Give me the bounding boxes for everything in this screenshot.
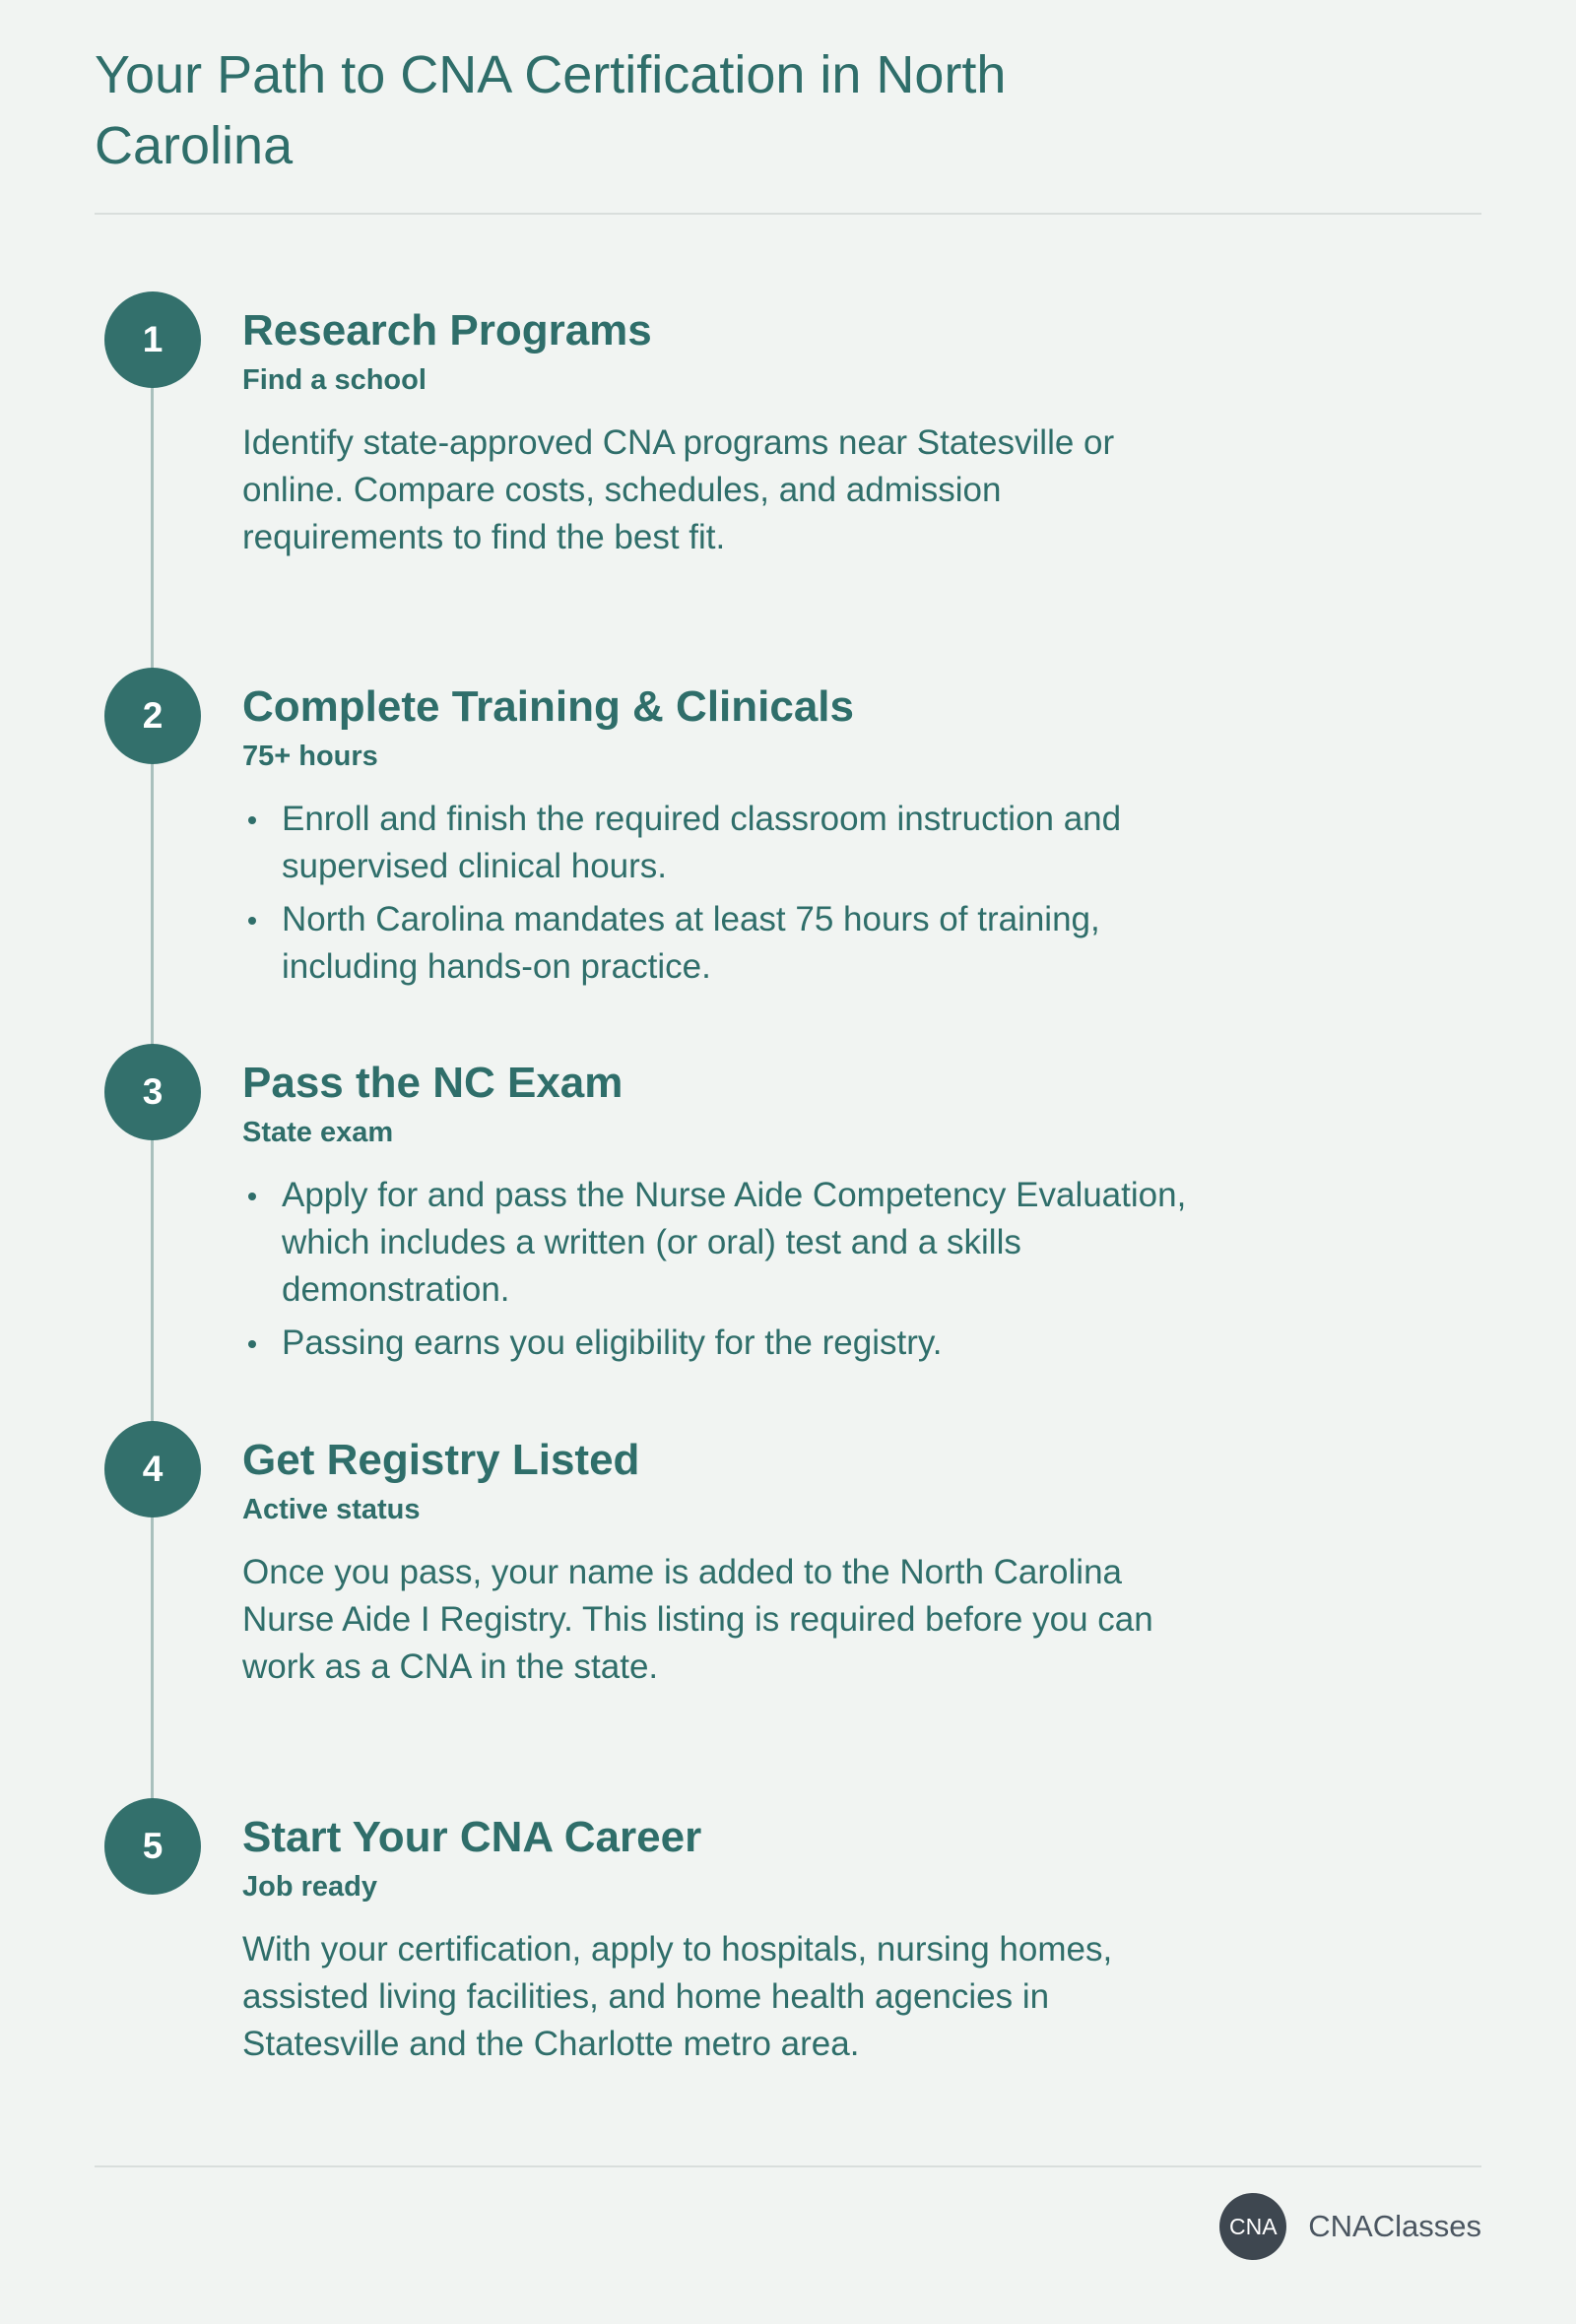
step-title: Get Registry Listed bbox=[242, 1436, 640, 1484]
step-bullet-list bbox=[242, 796, 1208, 991]
step-number-badge: 3 bbox=[104, 1044, 201, 1140]
step-subtitle: Active status bbox=[242, 1494, 421, 1525]
step-subtitle: Find a school bbox=[242, 364, 427, 396]
footer-brand bbox=[1219, 2193, 1481, 2260]
step-bullet-list bbox=[242, 1172, 1208, 1367]
bullet-dot-icon bbox=[248, 816, 256, 824]
step-number-badge: 5 bbox=[104, 1798, 201, 1895]
step-number-badge: 2 bbox=[104, 668, 201, 764]
list-item bbox=[242, 896, 1208, 991]
page-title: Your Path to CNA Certification in North Carolina bbox=[95, 45, 1007, 175]
step-number-badge: 1 bbox=[104, 291, 201, 388]
step-title: Start Your CNA Career bbox=[242, 1813, 702, 1861]
brand-logo-icon: CNA bbox=[1219, 2193, 1286, 2260]
step-number-badge: 4 bbox=[104, 1421, 201, 1517]
step-subtitle: State exam bbox=[242, 1117, 394, 1148]
step-description: Once you pass, your name is added to the North Carolina Nurse Aide I Registry. This listing is required before you can work as a CNA in the state. bbox=[242, 1553, 1153, 1686]
bullet-dot-icon bbox=[248, 1340, 256, 1348]
step-description: With your certification, apply to hospitals, nursing homes, assisted living facilities, and home health agencies in Statesville and the Charlotte metro area. bbox=[242, 1930, 1113, 2063]
header-divider bbox=[95, 213, 1481, 215]
list-item bbox=[242, 796, 1208, 890]
step-title: Pass the NC Exam bbox=[242, 1059, 624, 1107]
bullet-text: Apply for and pass the Nurse Aide Competency Evaluation, which includes a written (or oral) test and a skills demonstration. bbox=[282, 1176, 1187, 1309]
bullet-dot-icon bbox=[248, 917, 256, 925]
bullet-dot-icon bbox=[248, 1193, 256, 1200]
bullet-text: North Carolina mandates at least 75 hours of training, including hands-on practice. bbox=[282, 900, 1100, 986]
footer-divider bbox=[95, 2165, 1481, 2167]
list-item bbox=[242, 1320, 1208, 1367]
step-subtitle: 75+ hours bbox=[242, 741, 378, 772]
step-title: Complete Training & Clinicals bbox=[242, 682, 855, 731]
bullet-text: Passing earns you eligibility for the registry. bbox=[282, 1323, 943, 1362]
step-subtitle: Job ready bbox=[242, 1871, 377, 1903]
brand-name: CNAClasses bbox=[1308, 2209, 1481, 2243]
bullet-text: Enroll and finish the required classroom instruction and supervised clinical hours. bbox=[282, 800, 1122, 885]
list-item bbox=[242, 1172, 1208, 1314]
step-title: Research Programs bbox=[242, 306, 652, 355]
step-description: Identify state-approved CNA programs near Statesville or online. Compare costs, schedules, and admission requirements to find the best fit. bbox=[242, 423, 1115, 556]
